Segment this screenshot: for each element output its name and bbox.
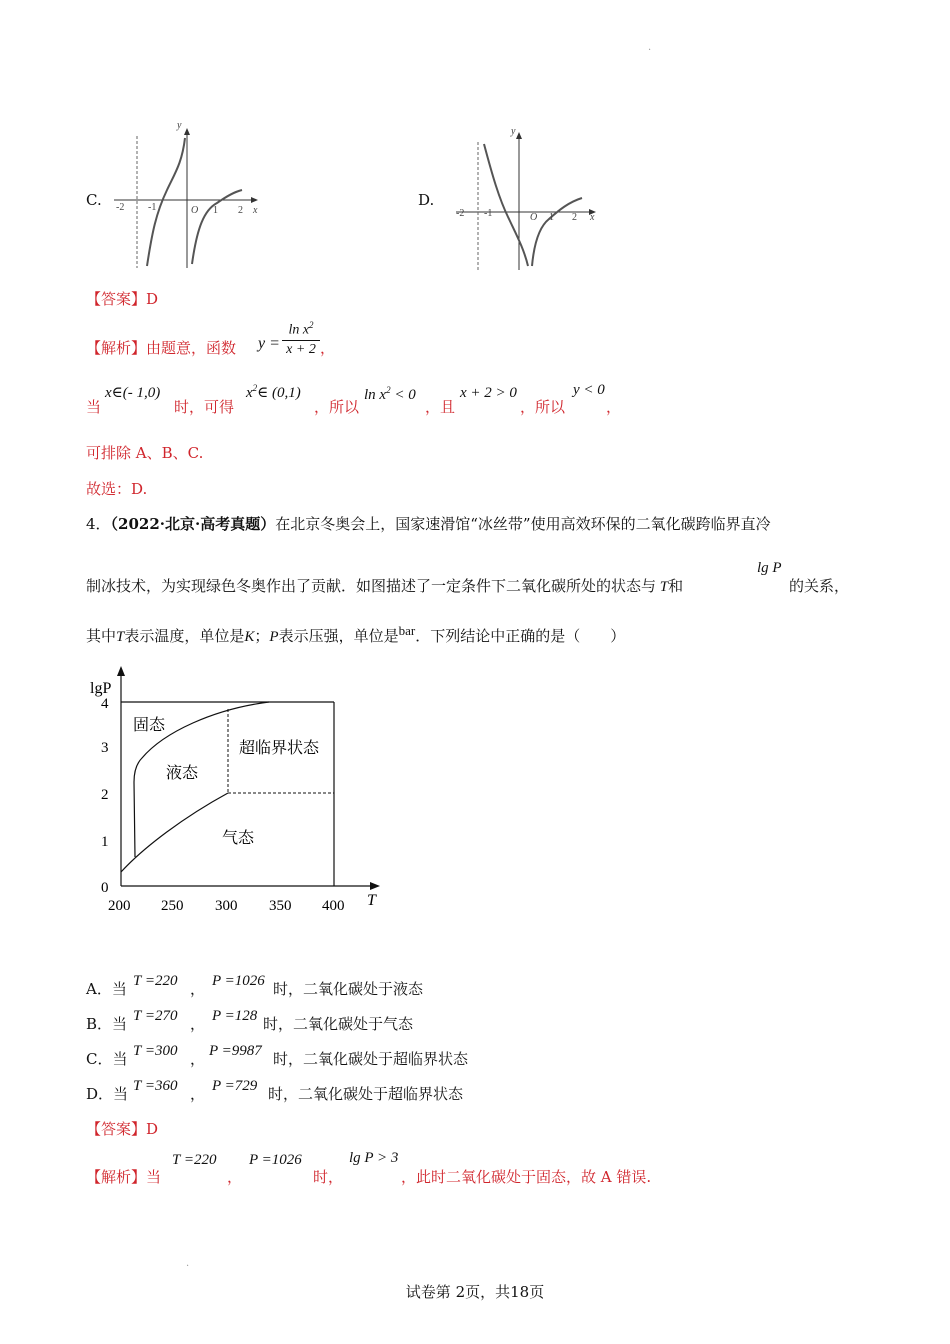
region-gas: 气态 <box>222 830 255 847</box>
phase-ytick-2: 2 <box>101 787 109 803</box>
option-c-p: P =9987 <box>209 1043 262 1059</box>
q4-line1: 4．（2022·北京·高考真题）在北京冬奥会上，国家速滑馆“冰丝带”使用高效环保的二氧化碳跨临界直冷 <box>86 515 771 533</box>
option-c: C．当 <box>86 1050 128 1068</box>
q4-line2-lgp: lg P <box>757 560 782 576</box>
q3-analysis-label: 【解析】由题意，函数 <box>86 339 237 357</box>
q4-answer-value: D <box>146 1120 159 1138</box>
phase-diagram <box>84 662 384 916</box>
option-c-graph <box>112 118 262 270</box>
q4-analysis: 【解析】当 <box>86 1168 162 1186</box>
c-origin-label: O <box>191 205 199 216</box>
option-a-comma: ， <box>190 980 206 998</box>
q3-formula-num: ln x <box>288 322 310 338</box>
q3-ln-x2: $\ln x^2 < 0$ <box>364 385 416 403</box>
q3-choose: 故选：D. <box>86 480 148 498</box>
d-axis-y-label: y <box>511 126 516 137</box>
phase-xlabel: T <box>367 892 376 909</box>
q3-answer-value: D <box>146 290 159 308</box>
option-a-p: P =1026 <box>212 973 265 989</box>
q4-analysis-sep: ， <box>227 1168 243 1186</box>
q4-analysis-p: P =1026 <box>249 1152 302 1168</box>
c-tick-neg2: -2 <box>116 202 125 213</box>
phase-ytick-4: 4 <box>101 696 109 712</box>
option-a-rest: 时，二氧化碳处于液态 <box>273 980 424 998</box>
option-b-t: T =270 <box>133 1008 178 1024</box>
q3-formula-den: x + 2 <box>286 341 316 357</box>
option-c-rest: 时，二氧化碳处于超临界状态 <box>273 1050 469 1068</box>
region-supercritical: 超临界状态 <box>239 740 320 757</box>
option-b-p: P =128 <box>212 1008 258 1024</box>
phase-ytick-3: 3 <box>101 740 109 756</box>
q3-formula-num-exp: 2 <box>309 320 314 330</box>
q4-analysis-tail: ，此时二氧化碳处于固态，故 A 错误. <box>401 1168 652 1186</box>
option-d-comma: ， <box>190 1085 206 1103</box>
q4-analysis-t: T =220 <box>172 1152 217 1168</box>
q3-tail-comma: ， <box>606 398 622 416</box>
q3-formula-y: y = <box>258 335 280 352</box>
phase-xtick-200: 200 <box>108 898 131 914</box>
q3-analysis-text: 由题意，函数 <box>146 339 237 357</box>
d-tick-2: 2 <box>572 212 577 223</box>
corner-dot-top: . <box>648 42 652 53</box>
c-axis-x-label: x <box>253 205 258 216</box>
option-b: B．当 <box>86 1015 128 1033</box>
q4-number: 4． <box>86 515 111 533</box>
phase-ylabel: lgP <box>90 680 112 697</box>
region-liquid: 液态 <box>166 765 199 782</box>
q3-answer-label: 【答案】 <box>86 290 147 308</box>
option-a-t: T =220 <box>133 973 178 989</box>
q3-cond-x2: $x^2\in$ (0,1) <box>246 383 301 401</box>
q3-shi-kede: 时，可得 <box>174 398 235 416</box>
q4-answer: 【答案】D <box>86 1120 159 1138</box>
option-a: A．当 <box>86 980 127 998</box>
c-axis-y-label: y <box>177 120 182 131</box>
phase-ytick-0: 0 <box>101 880 109 896</box>
phase-ytick-1: 1 <box>101 834 109 850</box>
q4-analysis-shi: 时， <box>313 1168 344 1186</box>
d-axis-x-label: x <box>590 212 595 223</box>
option-d-rest: 时，二氧化碳处于超临界状态 <box>268 1085 464 1103</box>
q3-x-plus: x + 2 > 0 <box>460 385 517 401</box>
phase-ylabel-lg <box>90 680 111 697</box>
q3-formula-comma: ， <box>320 339 336 357</box>
page-footer: 试卷第 2页，共18页 <box>405 1283 545 1301</box>
q3-answer <box>86 288 158 309</box>
option-d-t: T =360 <box>133 1078 178 1094</box>
option-d-p: P =729 <box>212 1078 258 1094</box>
option-d: D．当 <box>86 1085 129 1103</box>
q3-formula-fraction <box>282 320 320 358</box>
d-origin-label: O <box>530 212 538 223</box>
region-solid: 固态 <box>133 717 166 734</box>
c-tick-neg1: -1 <box>148 202 157 213</box>
option-b-comma: ， <box>190 1015 206 1033</box>
phase-xtick-350: 350 <box>269 898 292 914</box>
q4-source: （2022·北京·高考真题） <box>110 515 276 533</box>
phase-xtick-400: 400 <box>322 898 345 914</box>
q3-y-lt: y < 0 <box>573 382 605 398</box>
phase-xtick-250: 250 <box>161 898 184 914</box>
option-b-rest: 时，二氧化碳处于气态 <box>263 1015 414 1033</box>
phase-xtick-300: 300 <box>215 898 238 914</box>
option-c-t: T =300 <box>133 1043 178 1059</box>
option-c-label: C. <box>86 191 102 209</box>
q3-exclude: 可排除 A、B、C. <box>86 444 204 462</box>
c-tick-2: 2 <box>238 205 243 216</box>
q3-suoyi1: ，所以 <box>314 398 360 416</box>
q4-line2: 制冰技术，为实现绿色冬奥作出了贡献．如图描述了一定条件下二氧化碳所处的状态与 T和 <box>86 577 684 595</box>
q4-line3: 其中T表示温度，单位是K；P表示压强，单位是bar．下列结论中正确的是（ ） <box>86 623 626 645</box>
d-tick-neg2: -2 <box>456 208 465 219</box>
option-d-label: D. <box>418 191 435 209</box>
option-d-graph <box>454 124 602 272</box>
option-c-comma: ， <box>190 1050 206 1068</box>
c-tick-1: 1 <box>213 205 218 216</box>
q4-analysis-lgp: lg P > 3 <box>349 1150 399 1166</box>
q3-qie: ，且 <box>425 398 456 416</box>
q3-suoyi2: ，所以 <box>520 398 566 416</box>
corner-dot-bottom: . <box>186 1258 190 1269</box>
q3-cond-x: x∈(- 1,0) <box>105 385 161 401</box>
d-tick-neg1: -1 <box>484 208 493 219</box>
d-tick-1: 1 <box>549 212 554 223</box>
q3-when: 当 <box>86 398 102 416</box>
q4-line2-tail: 的关系， <box>789 577 850 595</box>
